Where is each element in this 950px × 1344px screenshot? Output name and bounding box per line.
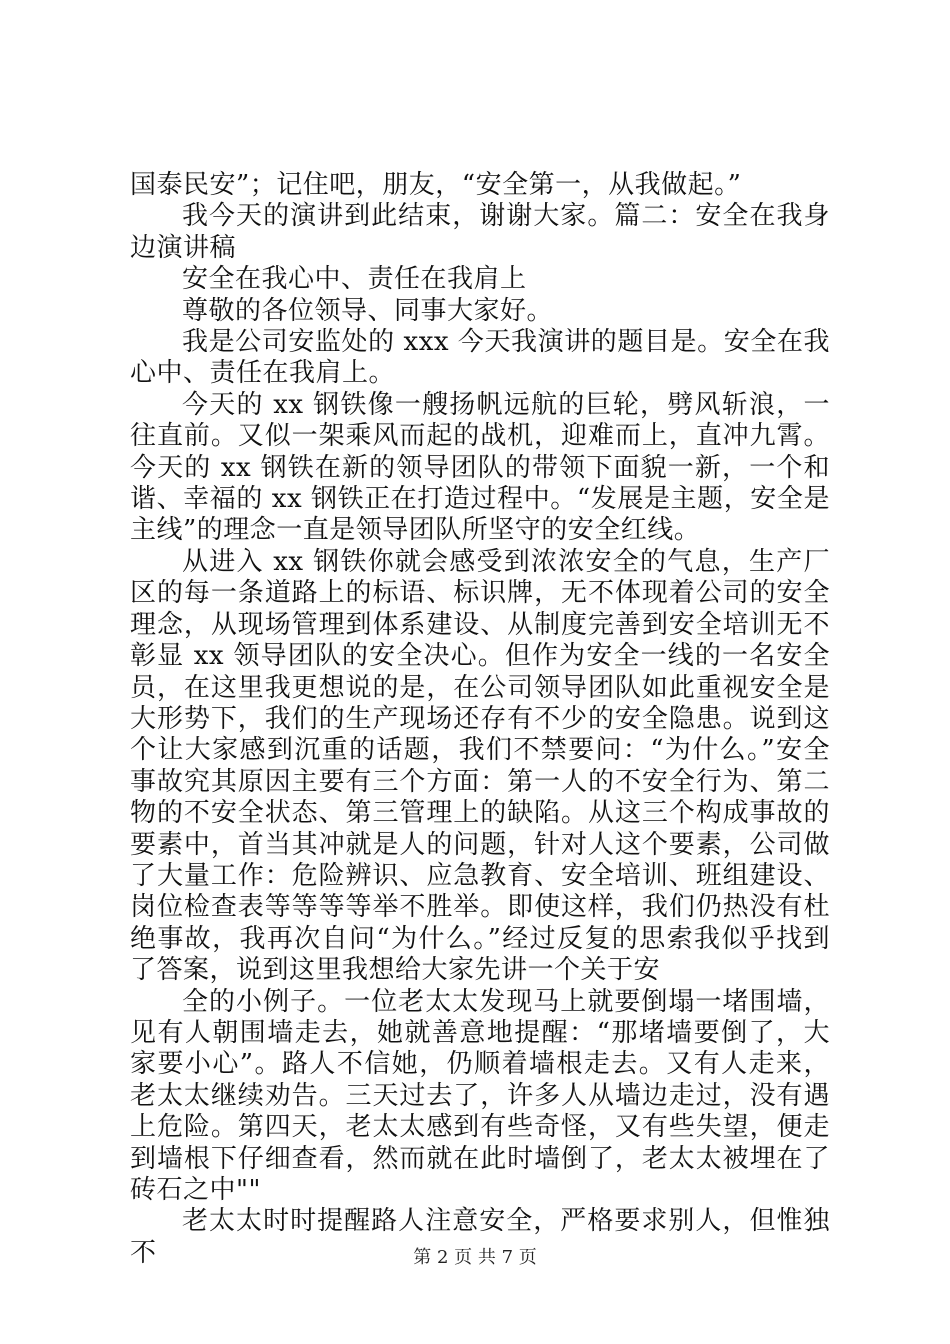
paragraph: 尊敬的各位领导、同事大家好。: [182, 295, 554, 326]
paragraph: 安全在我心中、责任在我肩上: [182, 264, 527, 295]
paragraph: 今天的 xx 钢铁像一艘扬帆远航的巨轮，劈风斩浪，一往直前。又似一架乘风而起的战机，迎难而上，直冲九霄。今天的 xx 钢铁在新的领导团队的带领下面貌一新，一个和谐、幸福的 xx 钢铁正在打造过程中。“发展是主题，安全是主线”的理念一直是领导团队所坚守的安全红线。: [130, 389, 830, 546]
paragraph: 全的小例子。一位老太太发现马上就要倒塌一堵围墙，见有人朝围墙走去，她就善意地提醒：“那堵墙要倒了，大家要小心”。路人不信她，仍顺着墙根走去。又有人走来，老太太继续劝告。三天过去了，许多人从墙边走过，没有遇上危险。第四天，老太太感到有些奇怪，又有些失望，便走到墙根下仔细查看，然而就在此时墙倒了，老太太被埋在了砖石之中"": [130, 986, 830, 1205]
body-text: [130, 170, 830, 1269]
paragraph: 国泰民安”；记住吧，朋友，“安全第一，从我做起。”: [130, 170, 742, 200]
paragraph: 老太太时时提醒路人注意安全，严格要求别人，但惟独不: [130, 1206, 830, 1268]
paragraph: 从进入 xx 钢铁你就会感受到浓浓安全的气息，生产厂区的每一条道路上的标语、标识牌，无不体现着公司的安全理念，从现场管理到体系建设、从制度完善到安全培训无不彰显 xx 领导团队的安全决心。但作为安全一线的一名安全员，在这里我更想说的是，在公司领导团队如此重视安全是大形势下，我们的生产现场还存有不少的安全隐患。说到这个让大家感到沉重的话题，我们不禁要问：“为什么。”安全事故究其原因主要有三个方面：第一人的不安全行为、第二物的不安全状态、第三管理上的缺陷。从这三个构成事故的要素中，首当其冲就是人的问题，针对人这个要素，公司做了大量工作：危险辨识、应急教育、安全培训、班组建设、岗位检查表等等等等举不胜举。即使这样，我们仍热没有杜绝事故，我再次自问“为什么。”经过反复的思索我似乎找到了答案，说到这里我想给大家先讲一个关于安: [130, 546, 830, 986]
paragraph: 我今天的演讲到此结束，谢谢大家。篇二：安全在我身边演讲稿: [130, 201, 830, 263]
page-number-footer: 第 2 页 共 7 页: [413, 1247, 537, 1268]
paragraph: 我是公司安监处的 xxx 今天我演讲的题目是。安全在我心中、责任在我肩上。: [130, 327, 830, 389]
